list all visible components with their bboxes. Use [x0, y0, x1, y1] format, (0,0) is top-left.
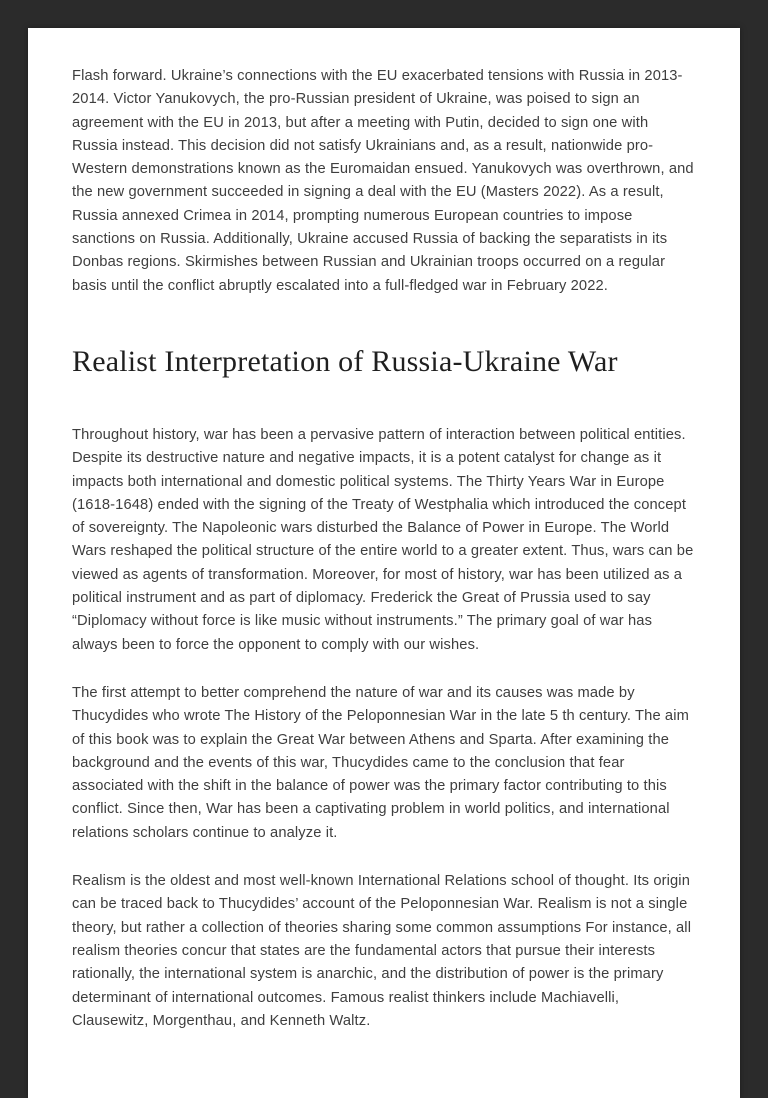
- section-heading: Realist Interpretation of Russia-Ukraine War: [72, 344, 618, 378]
- document-page: [28, 28, 740, 1098]
- body-paragraph-3: Realism is the oldest and most well-known International Relations school of thought. Its origin can be traced back to Thucydides’ account of the Peloponnesian War. Realism is not a single theory, but rather a collection of theories sharing some common assumptions For instance, all realism theories concur that states are the fundamental actors that pursue their interests rationally, the international system is anarchic, and the distribution of power is the primary determinant of international outcomes. Famous realist thinkers include Machiavelli, Clausewitz, Morgenthau, and Kenneth Waltz.: [72, 873, 692, 1029]
- intro-paragraph: Flash forward. Ukraine’s connections with the EU exacerbated tensions with Russia in 2013-2014. Victor Yanukovych, the pro-Russian president of Ukraine, was poised to sign an agreement with the EU in 2013, but after a meeting with Putin, decided to sign one with Russia instead. This decision did not satisfy Ukrainians and, as a result, nationwide pro-Western demonstrations known as the Euromaidan ensued. Yanukovych was overthrown, and the new government succeeded in signing a deal with the EU (Masters 2022). As a result, Russia annexed Crimea in 2014, prompting numerous European countries to impose sanctions on Russia. Additionally, Ukraine accused Russia of backing the separatists in its Donbas regions. Skirmishes between Russian and Ukrainian troops occurred on a regular basis until the conflict abruptly escalated into a full-fledged war in February 2022.: [72, 68, 694, 294]
- body-paragraph-2: The first attempt to better comprehend the nature of war and its causes was made by Thucydides who wrote The History of the Peloponnesian War in the late 5 th century. The aim of this book was to explain the Great War between Athens and Sparta. After examining the background and the events of this war, Thucydides came to the conclusion that fear associated with the shift in the balance of power was the primary factor contributing to this conflict. Since then, War has been a captivating problem in world politics, and international relations scholars continue to analyze it.: [72, 684, 689, 841]
- body-paragraph-1: Throughout history, war has been a pervasive pattern of interaction between political entities. Despite its destructive nature and negative impacts, it is a potent catalyst for change as it impacts both international and domestic political systems. The Thirty Years War in Europe (1618-1648) ended with the signing of the Treaty of Westphalia which introduced the concept of sovereignty. The Napoleonic wars disturbed the Balance of Power in Europe. The World Wars reshaped the political structure of the entire world to a greater extent. Thus, wars can be viewed as agents of transformation. Moreover, for most of history, war has been utilized as a political instrument and as part of diplomacy. Frederick the Great of Prussia used to say “Diplomacy without force is like music without instruments.” The primary goal of war has always been to force the opponent to comply with our wishes.: [72, 426, 694, 653]
